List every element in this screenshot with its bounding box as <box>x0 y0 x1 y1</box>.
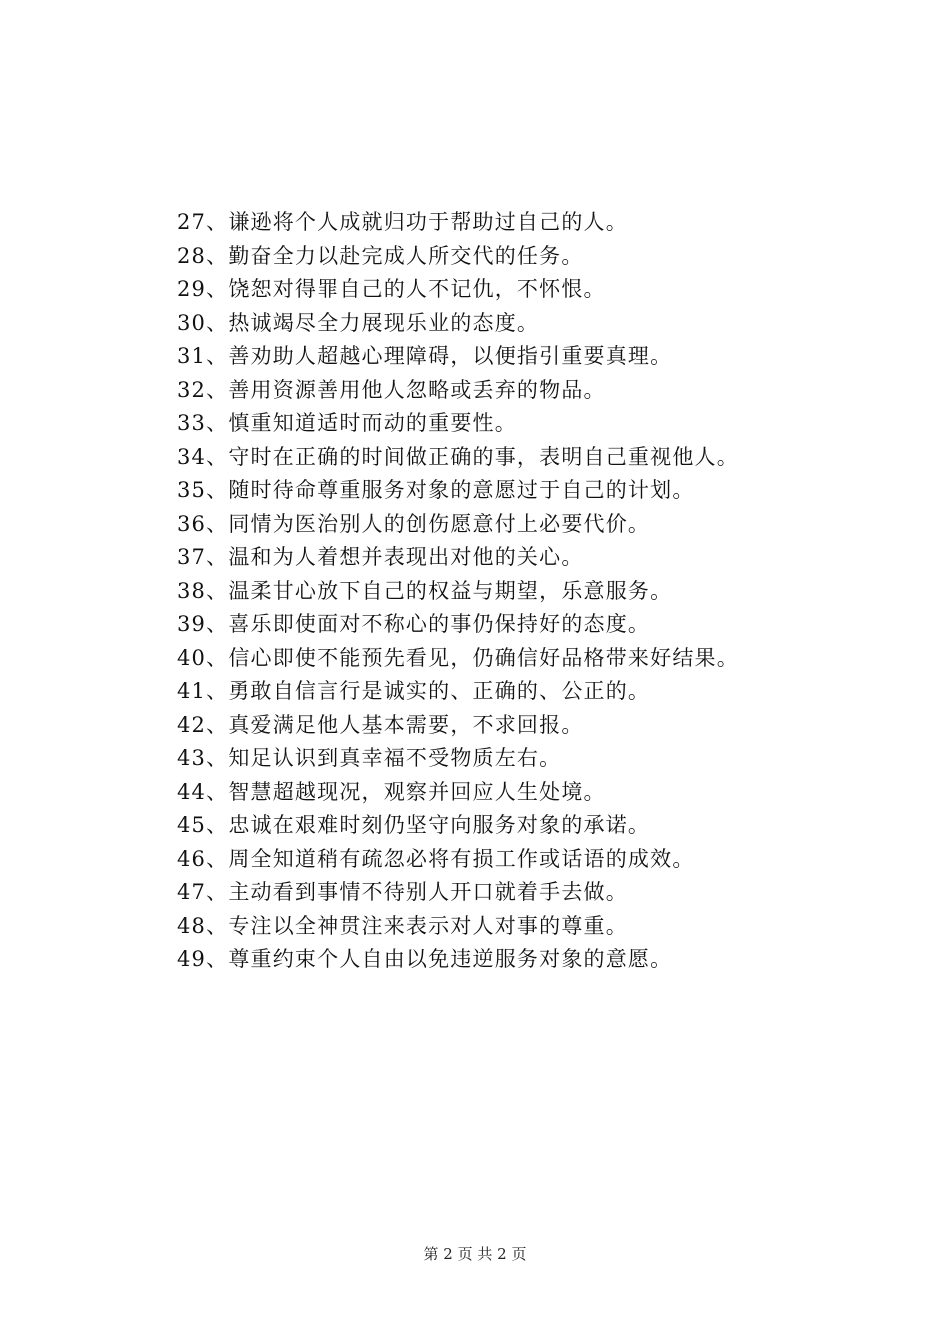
page-footer: 第 2 页 共 2 页 <box>423 1245 527 1263</box>
list-item: 33、慎重知道适时而动的重要性。 <box>177 411 517 435</box>
list-item: 48、专注以全神贯注来表示对人对事的尊重。 <box>177 913 628 938</box>
list-item: 27、谦逊将个人成就归功于帮助过自己的人。 <box>177 210 628 234</box>
list-item: 28、勤奋全力以赴完成人所交代的任务。 <box>177 243 584 268</box>
list-item: 29、饶恕对得罪自己的人不记仇，不怀恨。 <box>177 277 606 301</box>
list-item: 31、善劝助人超越心理障碍，以便指引重要真理。 <box>177 344 673 368</box>
virtue-list <box>177 206 877 977</box>
list-item: 46、周全知道稍有疏忽必将有损工作或话语的成效。 <box>177 846 695 871</box>
list-item: 45、忠诚在艰难时刻仍坚守向服务对象的承诺。 <box>177 813 651 837</box>
list-item: 38、温柔甘心放下自己的权益与期望，乐意服务。 <box>177 578 673 603</box>
list-item: 36、同情为医治别人的创伤愿意付上必要代价。 <box>177 511 651 536</box>
list-item: 35、随时待命尊重服务对象的意愿过于自己的计划。 <box>177 478 695 502</box>
list-item: 44、智慧超越现况，观察并回应人生处境。 <box>177 779 606 804</box>
list-item: 39、喜乐即使面对不称心的事仍保持好的态度。 <box>177 612 651 636</box>
list-item: 47、主动看到事情不待别人开口就着手去做。 <box>177 880 628 904</box>
list-item: 41、勇敢自信言行是诚实的、正确的、公正的。 <box>177 679 651 703</box>
list-item: 43、知足认识到真幸福不受物质左右。 <box>177 746 562 770</box>
list-item: 37、温和为人着想并表现出对他的关心。 <box>177 545 584 569</box>
list-item: 40、信心即使不能预先看见，仍确信好品格带来好结果。 <box>177 645 739 670</box>
list-item: 49、尊重约束个人自由以免违逆服务对象的意愿。 <box>177 947 673 971</box>
list-item: 32、善用资源善用他人忽略或丢弃的物品。 <box>177 377 606 402</box>
list-item: 30、热诚竭尽全力展现乐业的态度。 <box>177 310 540 335</box>
list-item: 34、守时在正确的时间做正确的事，表明自己重视他人。 <box>177 444 739 469</box>
list-item: 42、真爱满足他人基本需要，不求回报。 <box>177 712 584 737</box>
